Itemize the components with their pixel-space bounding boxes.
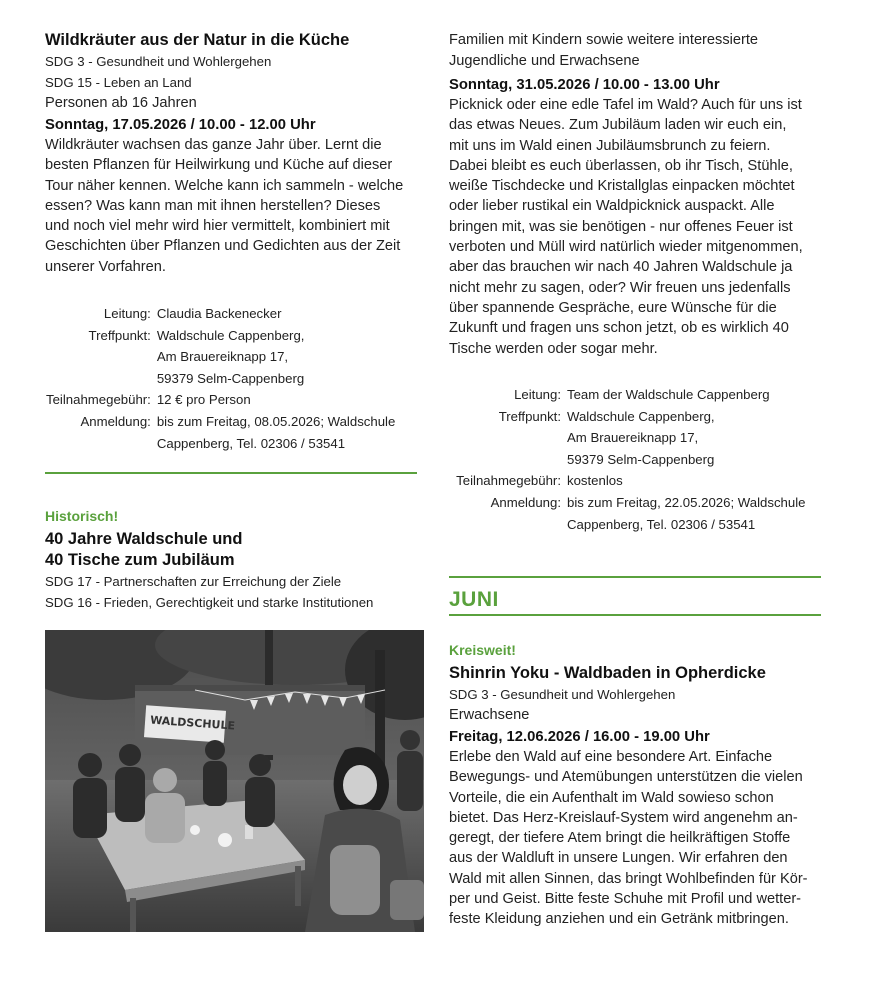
month-heading: JUNI — [449, 588, 499, 611]
body-line: aus der Waldluft in unsere Lungen. Wir erfahren den — [449, 850, 788, 867]
body-line: Erlebe den Wald auf eine besondere Art. Einfache — [449, 749, 773, 765]
body-line: geregt, der tiefere Atem bringt die heilkräftigen Stoffe — [449, 830, 791, 847]
body-line: feste Kleidung anziehen und ein Getränk mitbringen. — [449, 911, 789, 928]
info-value: bis zum Freitag, 08.05.2026; Waldschule — [156, 413, 396, 429]
event-audience: Erwachsene — [449, 707, 530, 723]
event-wildkraeuter — [45, 30, 421, 277]
body-line: mit uns im Wald einen Jubiläumsbrunch zu feiern. — [449, 137, 771, 154]
body-line: bringen mit, was sie benötigen - nur offenes Feuer ist — [449, 218, 793, 235]
event-kicker: Historisch! — [45, 508, 119, 524]
body-line: Tische werden oder sogar mehr. — [449, 340, 658, 357]
info-value: Claudia Backenecker — [156, 306, 282, 321]
body-line: verboten und Müll wird natürlich wieder mitgenommen, — [449, 239, 803, 256]
event-title-line: 40 Jahre Waldschule und — [45, 530, 243, 548]
body-line: Vorteile, die ein Aufenthalt im Wald sowieso schon — [449, 789, 774, 806]
info-value: 12 € pro Person — [156, 392, 251, 408]
event-kicker: Kreisweit! — [449, 642, 516, 658]
info-label: Anmeldung: — [490, 494, 561, 510]
body-line: Geschichten über Pflanzen und Gedichten aus der Zeit — [45, 238, 401, 255]
event-date: Sonntag, 31.05.2026 / 10.00 - 13.00 Uhr — [449, 77, 720, 93]
body-line: aber das brauchen wir nach 40 Jahren Waldschule ja — [449, 259, 793, 276]
info-label: Treffpunkt: — [498, 408, 561, 424]
body-line: bietet. Das Herz-Kreislauf-System wird angenehm an- — [449, 809, 798, 826]
sdg-line: SDG 3 - Gesundheit und Wohlergehen — [449, 687, 676, 702]
body-line: Dabei bleibt es euch überlassen, ob ihr Tisch, Stühle, — [449, 157, 793, 174]
info-value: 59379 Selm-Cappenberg — [567, 451, 715, 467]
event-info-table — [449, 384, 805, 535]
body-line: das etwas Neues. Zum Jubiläum laden wir euch ein, — [449, 117, 787, 134]
event-jubilaeum-continued — [449, 30, 827, 359]
event-title: Wildkräuter aus der Natur in die Küche — [45, 31, 350, 49]
event-title: Shinrin Yoku - Waldbaden in Opherdicke — [449, 664, 766, 682]
body-line: Bewegungs- und Atemübungen unterstützen die vielen — [449, 769, 803, 786]
month-rule-top — [449, 576, 821, 578]
sdg-line: SDG 3 - Gesundheit und Wohlergehen — [45, 54, 272, 69]
sdg-line: SDG 17 - Partnerschaften zur Erreichung der Ziele — [45, 574, 342, 589]
info-label: Teilnahmegebühr: — [46, 392, 151, 408]
event-info-table — [46, 303, 395, 454]
info-value: 59379 Selm-Cappenberg — [156, 370, 305, 386]
month-rule-bottom — [449, 614, 821, 616]
info-value: Am Brauereiknapp 17, — [156, 349, 289, 365]
event-jubilaeum — [45, 506, 421, 613]
info-value: bis zum Freitag, 22.05.2026; Waldschule — [567, 494, 806, 510]
body-line: per und Geist. Bitte feste Schuhe mit Profil und wetter- — [449, 891, 802, 908]
event-waldbaden — [449, 640, 827, 930]
info-value: Cappenberg, Tel. 02306 / 53541 — [567, 516, 756, 532]
info-value: Am Brauereiknapp 17, — [567, 430, 699, 446]
info-value: Team der Waldschule Cappenberg — [567, 387, 770, 402]
event-description — [449, 747, 827, 930]
info-label: Anmeldung: — [80, 413, 151, 429]
info-label: Leitung: — [514, 387, 561, 402]
event-description — [45, 135, 421, 277]
info-value: kostenlos — [567, 473, 623, 489]
event-title-line: 40 Tische zum Jubiläum — [45, 551, 235, 569]
body-line: Zukunft und fragen uns schon jetzt, ob es wirklich 40 — [449, 320, 789, 337]
body-line: Wildkräuter wachsen das ganze Jahr über. Lernt die — [45, 137, 382, 153]
event-date: Freitag, 12.06.2026 / 16.00 - 19.00 Uhr — [449, 729, 710, 745]
body-line: über spannende Gespräche, eure Wünsche für die — [449, 299, 777, 316]
info-value: Cappenberg, Tel. 02306 / 53541 — [156, 435, 346, 451]
event-audience: Personen ab 16 Jahren — [45, 95, 197, 111]
info-value: Waldschule Cappenberg, — [567, 408, 715, 424]
body-line: oder lieber rustikal ein Waldpicknick auspackt. Alle — [449, 198, 775, 215]
sdg-line: SDG 16 - Frieden, Gerechtigkeit und starke Institutionen — [45, 595, 374, 610]
section-divider — [45, 472, 417, 474]
event-date: Sonntag, 17.05.2026 / 10.00 - 12.00 Uhr — [45, 117, 316, 133]
info-label: Treffpunkt: — [88, 327, 151, 343]
banner-text: WALDSCHULE — [149, 713, 236, 733]
body-line: nicht mehr zu sagen, oder? Wir freuen uns jedenfalls — [449, 279, 791, 296]
body-line: essen? Was kann man mit ihnen herstellen? Dieses — [45, 197, 381, 214]
body-line: weiße Tischdecke und Kristallglas einpacken möchtet — [449, 178, 795, 195]
body-line: unserer Vorfahren. — [45, 258, 166, 275]
event-description — [449, 95, 827, 359]
body-line: besten Pflanzen für Heilwirkung und Küche auf dieser — [45, 157, 393, 174]
body-line: und noch viel mehr wird hier vermittelt, kombiniert mit — [45, 218, 390, 235]
event-audience-line: Jugendliche und Erwachsene — [449, 53, 640, 69]
info-label: Teilnahmegebühr: — [456, 473, 561, 489]
sdg-line: SDG 15 - Leben an Land — [45, 75, 192, 90]
body-line: Wald mit allen Sinnen, das bringt Wohlbefinden für Kör- — [449, 870, 808, 887]
event-photo — [45, 630, 424, 932]
info-value: Waldschule Cappenberg, — [156, 327, 305, 343]
info-label: Leitung: — [103, 306, 151, 321]
body-line: Tour näher kennen. Welche kann ich sammeln - welche — [45, 177, 404, 194]
event-audience-line: Familien mit Kindern sowie weitere interessierte — [449, 32, 759, 48]
body-line: Picknick oder eine edle Tafel im Wald? Auch für uns ist — [449, 97, 802, 113]
